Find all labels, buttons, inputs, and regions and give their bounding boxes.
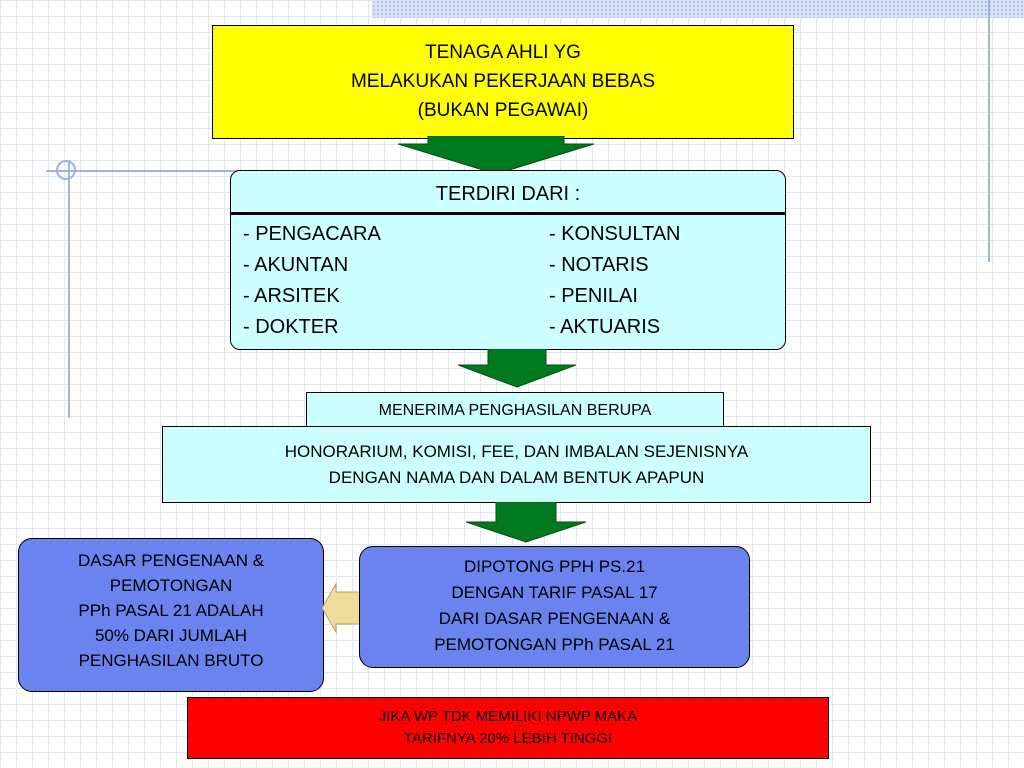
withholding-line-1: DIPOTONG PPH PS.21 [463, 557, 646, 576]
profession-list-right-column [549, 219, 681, 343]
withholding-line-4: PEMOTONGAN PPh PASAL 21 [434, 635, 675, 654]
income-types-line-2: DENGAN NAMA DAN DALAM BENTUK APAPUN [328, 468, 705, 487]
npwp-penalty-box [187, 697, 829, 759]
tax-base-line-2: PEMOTONGAN [109, 576, 233, 595]
down-arrow-3 [466, 502, 586, 544]
expert-title-line-2: MELAKUKAN PEKERJAAN BEBAS [350, 71, 656, 92]
profession-item: - PENGACARA [243, 223, 381, 245]
decorative-circle [56, 160, 76, 180]
npwp-penalty-line-2: TARIFNYA 20% LEBIH TINGGI [403, 730, 613, 747]
profession-item: - DOKTER [243, 316, 339, 338]
withholding-rate-box [359, 546, 750, 668]
profession-item: - AKTUARIS [549, 316, 661, 338]
decorative-right-vertical-line [988, 0, 990, 262]
tax-base-line-1: DASAR PENGENAAN & [77, 551, 265, 570]
decorative-header-band [372, 0, 1024, 18]
profession-item: - AKUNTAN [243, 254, 349, 276]
tax-base-line-3: PPh PASAL 21 ADALAH [78, 601, 264, 620]
profession-item: - KONSULTAN [549, 223, 681, 245]
profession-list-title: TERDIRI DARI : [435, 183, 581, 205]
expert-title-line-3: (BUKAN PEGAWAI) [417, 100, 589, 121]
profession-item: - ARSITEK [243, 285, 340, 307]
tax-base-box [18, 538, 324, 692]
income-received-label-box: MENERIMA PENGHASILAN BERUPA [306, 392, 724, 430]
tax-base-line-4: 50% DARI JUMLAH [94, 626, 248, 645]
profession-item: - NOTARIS [549, 254, 649, 276]
npwp-penalty-line-1: JIKA WP TDK MEMILIKI NPWP MAKA [378, 708, 638, 725]
tax-base-line-5: PENGHASILAN BRUTO [78, 651, 264, 670]
profession-list-box [230, 170, 786, 350]
withholding-line-2: DENGAN TARIF PASAL 17 [451, 583, 658, 602]
profession-item: - PENILAI [549, 285, 638, 307]
profession-list-left-column [243, 219, 381, 343]
withholding-line-3: DARI DASAR PENGENAAN & [438, 609, 671, 628]
down-arrow-2 [458, 349, 576, 389]
expert-freelancer-box [212, 25, 794, 139]
income-types-box [162, 426, 871, 503]
income-types-line-1: HONORARIUM, KOMISI, FEE, DAN IMBALAN SEJENISNYA [284, 442, 749, 461]
left-arrow [322, 580, 362, 636]
decorative-horizontal-line [46, 170, 246, 172]
expert-title-line-1: TENAGA AHLI YG [425, 42, 581, 63]
profession-list-divider [231, 212, 785, 215]
decorative-vertical-line [68, 160, 70, 418]
